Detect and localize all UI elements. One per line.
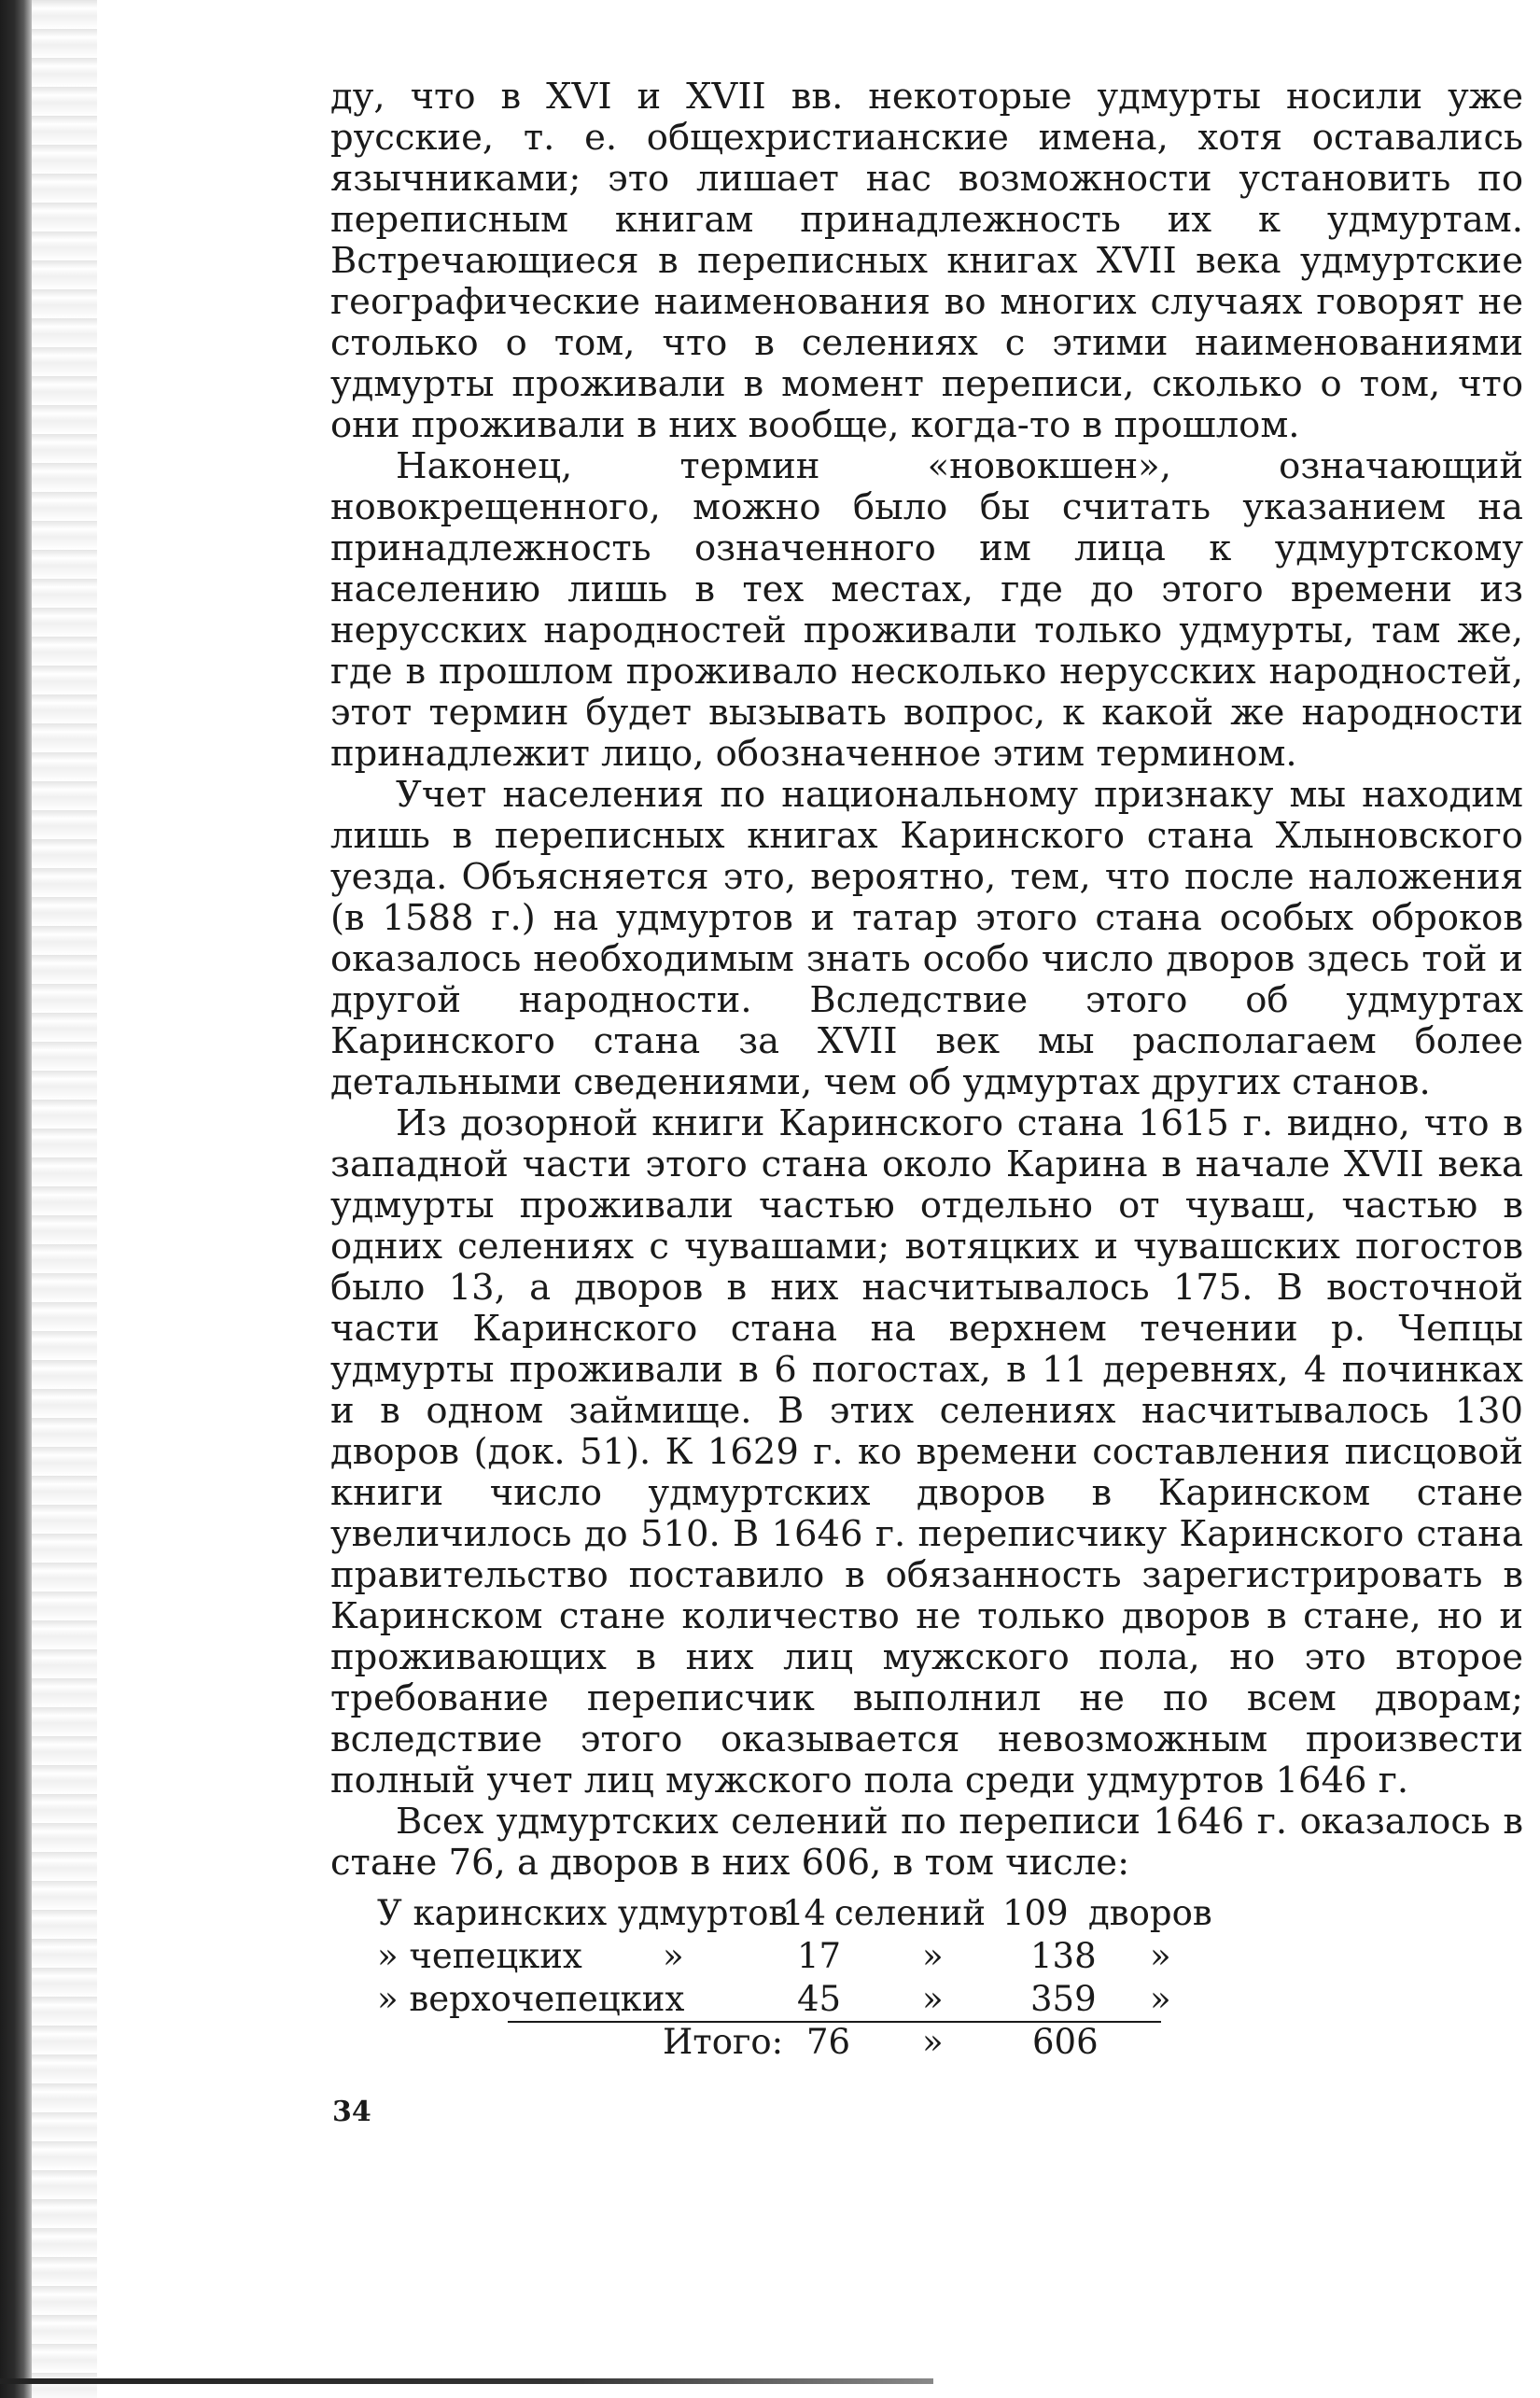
total-households: 606	[1032, 2022, 1099, 2062]
row-label-ditto: »	[663, 1936, 684, 1976]
table-row	[330, 1892, 1226, 1935]
settlement-table	[330, 1892, 1226, 2064]
row-households-unit: »	[1150, 1979, 1171, 2019]
row-settlements-unit: селений	[834, 1893, 987, 1933]
page-body	[330, 77, 1523, 1884]
row-settlements-unit: »	[922, 1936, 944, 1976]
page-bottom-edge	[0, 2378, 933, 2384]
row-settlements: 14	[782, 1893, 827, 1933]
table-row	[330, 1978, 1226, 2021]
total-settlements: 76	[806, 2022, 851, 2062]
book-binding-edge	[0, 0, 32, 2398]
row-settlements: 45	[797, 1979, 842, 2019]
row-households: 138	[1030, 1936, 1097, 1976]
paragraph-5: Всех удмуртских селений по переписи 1646 г. оказалось в стане 76, а дворов в них 606, в том числе:	[330, 1801, 1523, 1884]
row-households: 109	[1002, 1893, 1069, 1933]
table-total-row	[330, 2021, 1226, 2064]
paragraph-3: Учет населения по национальному признаку мы находим лишь в переписных книгах Каринского стана Хлыновского уезда. Объясняется это, вероятно, тем, что после наложения (в 1588 г.) на удмуртов и татар этого стана особых оброков оказалось необходимым знать особо число дворов здесь той и другой народности. Вследствие этого об удмуртах Каринского стана за XVII век мы располагаем более детальными сведениями, чем об удмуртах других станов.	[330, 774, 1523, 1103]
paragraph-4: Из дозорной книги Каринского стана 1615 г. видно, что в западной части этого стана около Карина в начале XVII века удмурты проживали частью отдельно от чуваш, частью в одних селениях с чувашами; вотяцких и чувашских погостов было 13, а дворов в них насчитывалось 175. В восточной части Каринского стана на верхнем течении р. Чепцы удмурты проживали в 6 погостах, в 11 деревнях, 4 починках и в одном займище. В этих селениях насчитывалось 130 дворов (док. 51). К 1629 г. ко времени составления писцовой книги число удмуртских дворов в Каринском стане увеличилось до 510. В 1646 г. переписчику Каринского стана правительство поставило в обязанность зарегистрировать в Каринском стане количество не только дворов в стане, но и проживающих в них лиц мужского пола, но это второе требование переписчик выполнил не по всем дворам; вследствие этого оказывается невозможным произвести полный учет лиц мужского пола среди удмуртов 1646 г.	[330, 1102, 1523, 1802]
total-label: Итого:	[663, 2022, 784, 2062]
row-label: » чепецких	[377, 1936, 582, 1976]
row-settlements-unit: »	[922, 1979, 944, 2019]
row-label: У каринских удмуртов	[377, 1893, 789, 1933]
row-households-unit: »	[1150, 1936, 1171, 1976]
row-label: » верхочепецких	[377, 1979, 685, 2019]
paragraph-1: ду, что в XVI и XVII вв. некоторые удмурты носили уже русские, т. е. общехристианские имена, хотя оставались язычниками; это лишает нас возможности установить по переписным книгам принадлежность их к удмуртам. Встречающиеся в переписных книгах XVII века удмуртские географические наименования во многих случаях говорят не столько о том, что в селениях с этими наименованиями удмурты проживали в момент переписи, сколько о том, что они проживали в них вообще, когда-то в прошлом.	[330, 76, 1523, 446]
row-settlements: 17	[797, 1936, 842, 1976]
paragraph-2: Наконец, термин «новокшен», означающий новокрещенного, можно было бы считать указанием на принадлежность означенного им лица к удмуртскому населению лишь в тех местах, где до этого времени из нерусских народностей проживали только удмурты, там же, где в прошлом проживало несколько нерусских народностей, этот термин будет вызывать вопрос, к какой же народности принадлежит лицо, обозначенное этим термином.	[330, 445, 1523, 775]
page-number: 34	[332, 2096, 371, 2128]
total-settlements-unit: »	[922, 2022, 944, 2062]
row-households-unit: дворов	[1088, 1893, 1212, 1933]
table-row	[330, 1935, 1226, 1978]
binding-shadow	[32, 0, 97, 2398]
row-households: 359	[1030, 1979, 1097, 2019]
